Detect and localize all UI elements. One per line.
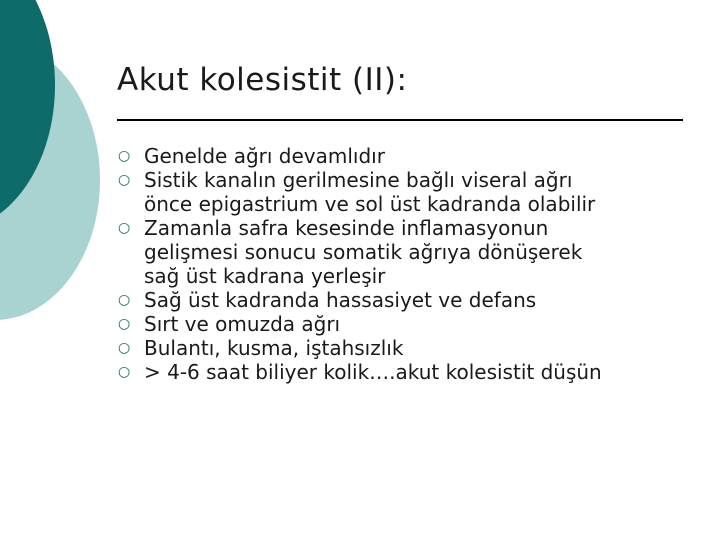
bullet-item bbox=[118, 216, 698, 288]
bullet-text: Sistik kanalın gerilmesine bağlı viseral ağrı önce epigastrium ve sol üst kadranda olabilir bbox=[144, 168, 596, 216]
bullet-item bbox=[118, 288, 698, 312]
title-underline bbox=[117, 119, 683, 121]
hollow-circle-bullet-icon: ○ bbox=[118, 340, 131, 356]
bullet-text: Bulantı, kusma, iştahsızlık bbox=[144, 336, 404, 360]
bullet-item bbox=[118, 144, 698, 168]
bullet-text: > 4-6 saat biliyer kolik….akut kolesistit düşün bbox=[144, 360, 602, 384]
bullet-item bbox=[118, 336, 698, 360]
hollow-circle-bullet-icon: ○ bbox=[118, 172, 131, 188]
bullet-list bbox=[118, 144, 698, 384]
bullet-text: Zamanla safra kesesinde inflamasyonun gelişmesi sonucu somatik ağrıya dönüşerek sağ üst kadrana yerleşir bbox=[144, 216, 583, 288]
hollow-circle-bullet-icon: ○ bbox=[118, 148, 131, 164]
bullet-text: Sağ üst kadranda hassasiyet ve defans bbox=[144, 288, 537, 312]
bullet-text: Sırt ve omuzda ağrı bbox=[144, 312, 341, 336]
hollow-circle-bullet-icon: ○ bbox=[118, 364, 131, 380]
hollow-circle-bullet-icon: ○ bbox=[118, 220, 131, 236]
bullet-item bbox=[118, 360, 698, 384]
bullet-item bbox=[118, 312, 698, 336]
bullet-text: Genelde ağrı devamlıdır bbox=[144, 144, 385, 168]
bullet-item bbox=[118, 168, 698, 216]
hollow-circle-bullet-icon: ○ bbox=[118, 292, 131, 308]
hollow-circle-bullet-icon: ○ bbox=[118, 316, 131, 332]
slide-title: Akut kolesistit (II): bbox=[117, 62, 408, 98]
